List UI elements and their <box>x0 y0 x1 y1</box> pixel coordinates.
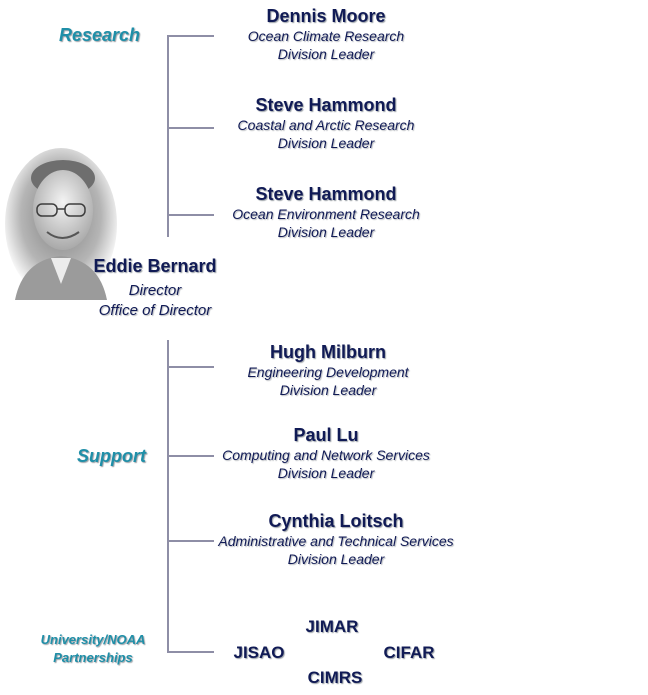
research-connector-3 <box>167 214 214 216</box>
division-name: Computing and Network Services <box>222 447 430 463</box>
support-section-label: Support <box>77 446 146 466</box>
division-name: Administrative and Technical Services <box>218 533 454 549</box>
division-leader-name: Hugh Milburn <box>270 342 386 362</box>
division-role: Division Leader <box>279 382 377 398</box>
partnership-cimrs: CIMRS <box>307 668 363 687</box>
director-card <box>93 256 216 321</box>
research-connector-1 <box>167 35 214 37</box>
division-leader-name: Paul Lu <box>293 425 359 445</box>
division-name: Ocean Climate Research <box>247 28 405 44</box>
division-role: Division Leader <box>277 46 375 62</box>
partnership-jisao: JISAO <box>233 643 285 662</box>
division-leader-name: Steve Hammond <box>255 95 397 115</box>
partnerships-label-line1: University/NOAA <box>40 632 146 647</box>
support-connector-3 <box>167 540 214 542</box>
research-division-card <box>232 184 420 241</box>
partnerships-label-line2: Partnerships <box>53 650 133 665</box>
partnerships-connector <box>167 651 214 653</box>
division-name: Ocean Environment Research <box>232 206 420 222</box>
support-connector-vertical <box>167 340 169 653</box>
partnerships-section-label <box>29 632 157 665</box>
division-name: Engineering Development <box>247 364 409 380</box>
division-leader-name: Steve Hammond <box>255 184 397 204</box>
division-role: Division Leader <box>277 135 375 151</box>
support-connector-2 <box>167 455 214 457</box>
division-role: Division Leader <box>277 224 375 240</box>
research-division-card <box>238 95 415 152</box>
support-division-card <box>222 425 430 482</box>
research-section-label: Research <box>59 25 141 45</box>
division-name: Coastal and Arctic Research <box>237 117 415 133</box>
division-leader-name: Cynthia Loitsch <box>268 511 404 531</box>
director-name: Eddie Bernard <box>93 256 217 276</box>
partnership-cifar: CIFAR <box>383 643 435 662</box>
division-role: Division Leader <box>277 465 375 481</box>
research-connector-2 <box>167 127 214 129</box>
support-connector-1 <box>167 366 214 368</box>
director-office: Office of Director <box>98 302 212 319</box>
research-connector-vertical <box>167 35 169 237</box>
division-role: Division Leader <box>287 551 385 567</box>
support-division-card <box>247 342 408 399</box>
research-division-card <box>248 6 404 63</box>
support-division-card <box>218 511 453 568</box>
partnership-jimar: JIMAR <box>305 617 359 636</box>
director-title: Director <box>128 282 182 299</box>
division-leader-name: Dennis Moore <box>266 6 386 26</box>
